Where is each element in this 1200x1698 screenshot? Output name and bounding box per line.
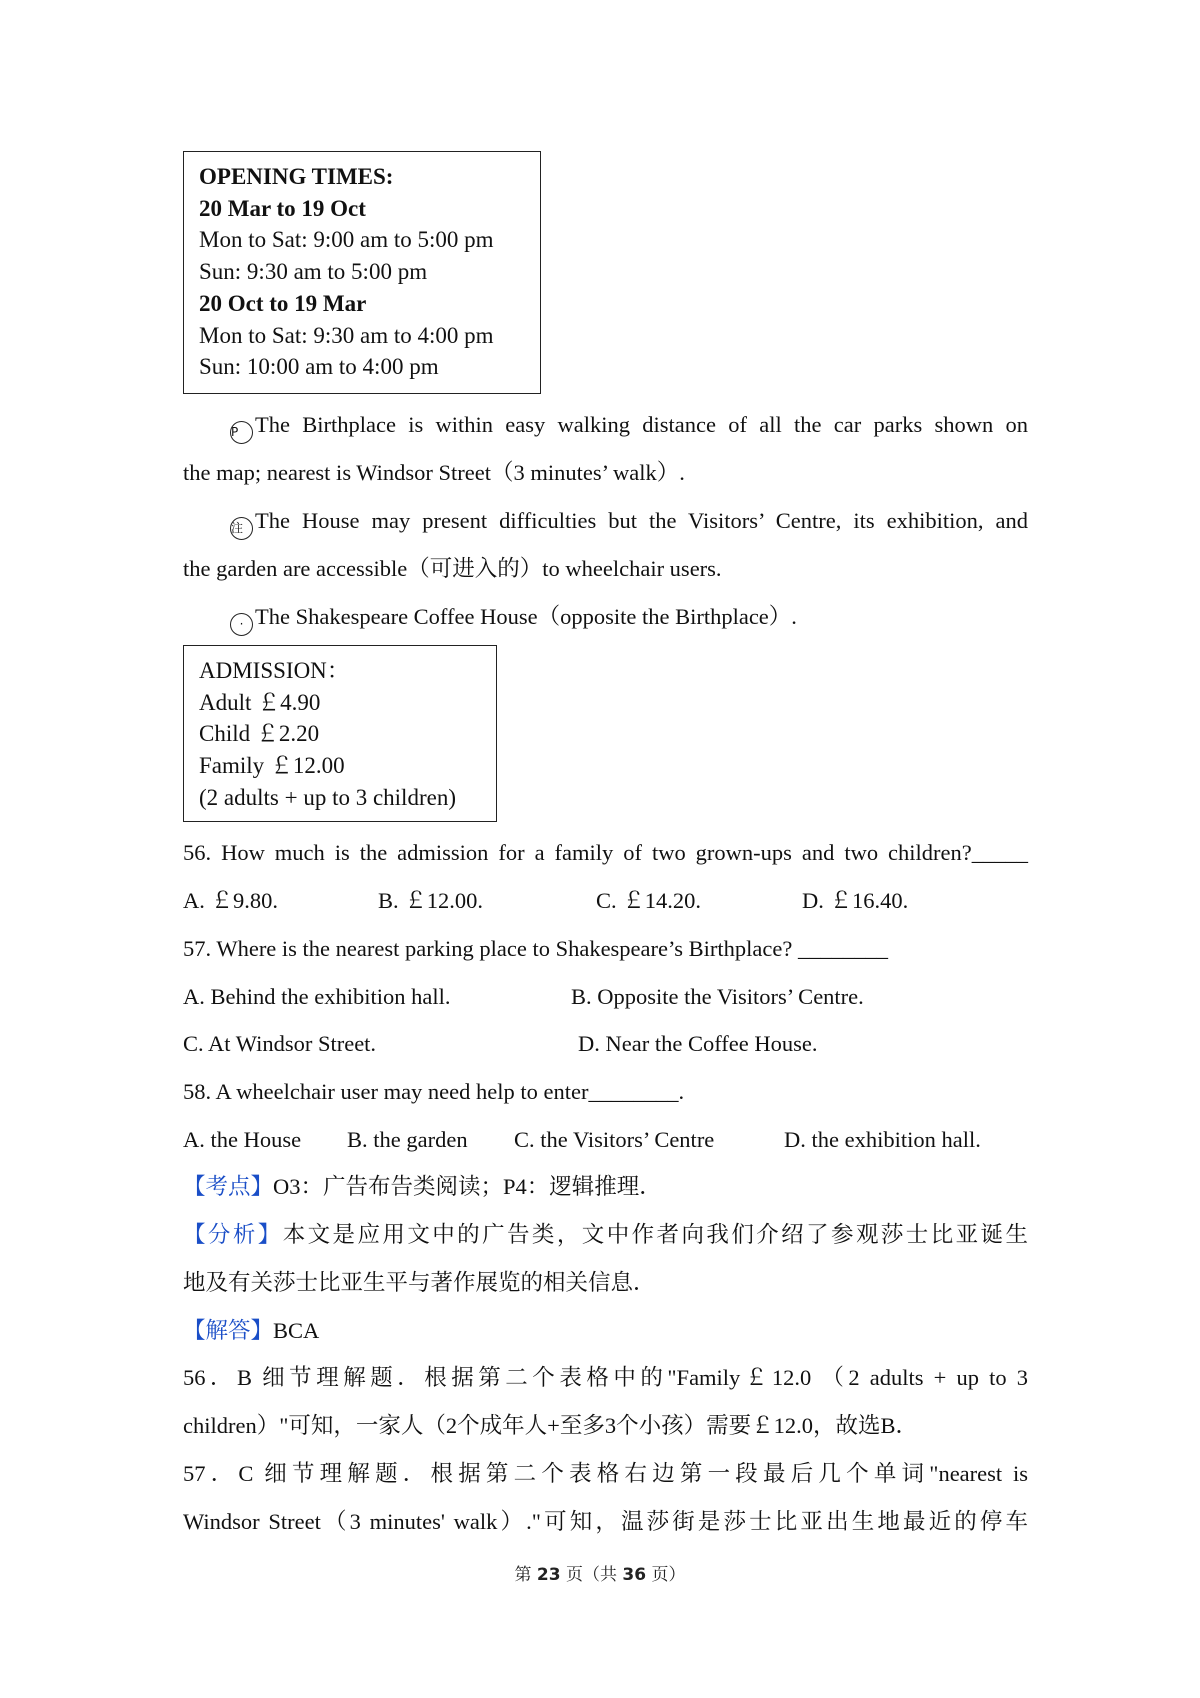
q57-option-b: B. Opposite the Visitors’ Centre. [571, 984, 864, 1009]
access-note-line1: 注 The House may present difficulties but the Visitors’ Centre, its exhibition, and [230, 506, 1028, 540]
q56-option-a: A. ￡9.80. [183, 888, 278, 913]
q56-option-b: B. ￡12.00. [378, 888, 484, 913]
explanation-56-line1: 56．B 细节理解题．根据第二个表格中的"Family￡12.0 （2 adults + up to 3 [183, 1365, 1028, 1390]
q57-option-a: A. Behind the exhibition hall. [183, 984, 451, 1009]
parking-icon: P [230, 421, 253, 444]
period-winter: 20 Oct to 19 Mar [199, 290, 367, 316]
admission-family: Family ￡12.00 [199, 753, 345, 779]
q57-option-d: D. Near the Coffee House. [578, 1031, 818, 1056]
parking-note-line1: P The Birthplace is within easy walking distance of all the car parks shown on [230, 410, 1028, 444]
page-footer: 第 23 页（共 36 页） [514, 1565, 686, 1585]
q58-option-c: C. the Visitors’ Centre [514, 1127, 715, 1152]
summer-sunday-hours: Sun: 9:30 am to 5:00 pm [199, 259, 428, 285]
q58-option-d: D. the exhibition hall. [784, 1127, 981, 1152]
q56-option-d: D. ￡16.40. [802, 888, 909, 913]
q58-option-b: B. the garden [347, 1127, 468, 1152]
fenxi-line2: 地及有关莎士比亚生平与著作展览的相关信息． [183, 1270, 656, 1295]
kaodian-tag: 【考点】 [183, 1174, 274, 1199]
access-note-line2: the garden are accessible（可进入的）to wheelchair users. [183, 556, 722, 581]
winter-weekday-hours: Mon to Sat: 9:30 am to 4:00 pm [199, 322, 494, 348]
admission-family-note: (2 adults + up to 3 children) [199, 784, 456, 810]
explanation-57-line1: 57．C 细节理解题．根据第二个表格右边第一段最后几个单词"nearest is [183, 1461, 1028, 1486]
q58-option-a: A. the House [183, 1127, 302, 1152]
jieda-tag: 【解答】 [183, 1318, 274, 1343]
summer-weekday-hours: Mon to Sat: 9:00 am to 5:00 pm [199, 227, 494, 253]
opening-times-title: OPENING TIMES: [199, 164, 394, 189]
admission-title: ADMISSION： [199, 658, 350, 683]
explanation-56-line2: children）"可知，一家人（2个成年人+至多3个小孩）需要￡12.0，故选B． [183, 1413, 918, 1438]
period-summer: 20 Mar to 19 Oct [199, 195, 366, 221]
dot-circle-icon: · [230, 613, 253, 636]
kaodian-line: 【考点】O3：广告布告类阅读；P4：逻辑推理． [183, 1174, 662, 1199]
question-58-stem: 58. A wheelchair user may need help to enter________. [183, 1079, 685, 1104]
question-56-stem: 56. How much is the admission for a family of two grown-ups and two children?_____ [183, 840, 1028, 865]
parking-note-line2: the map; nearest is Windsor Street（3 minutes’ walk）. [183, 460, 685, 485]
current-page-number: 23 [536, 1565, 561, 1585]
fenxi-tag: 【分析】 [183, 1222, 283, 1247]
admission-child: Child ￡2.20 [199, 721, 320, 747]
note-icon: 注 [230, 517, 253, 540]
total-page-number: 36 [622, 1565, 647, 1585]
winter-sunday-hours: Sun: 10:00 am to 4:00 pm [199, 354, 439, 380]
fenxi-line1: 【分析】本文是应用文中的广告类，文中作者向我们介绍了参观莎士比亚诞生 [183, 1222, 1028, 1247]
admission-box [183, 645, 497, 822]
question-57-stem: 57. Where is the nearest parking place to Shakespeare’s Birthplace? ________ [183, 936, 888, 961]
opening-times-box [183, 151, 541, 394]
q57-option-c: C. At Windsor Street. [183, 1031, 377, 1056]
coffee-note-line: · The Shakespeare Coffee House（opposite the Birthplace）. [230, 602, 1028, 636]
q56-option-c: C. ￡14.20. [596, 888, 702, 913]
explanation-57-line2: Windsor Street（3 minutes' walk）."可知，温莎街是莎士比亚出生地最近的停车 [183, 1509, 1028, 1534]
jieda-line: 【解答】BCA [183, 1318, 320, 1343]
admission-adult: Adult ￡4.90 [199, 689, 321, 715]
